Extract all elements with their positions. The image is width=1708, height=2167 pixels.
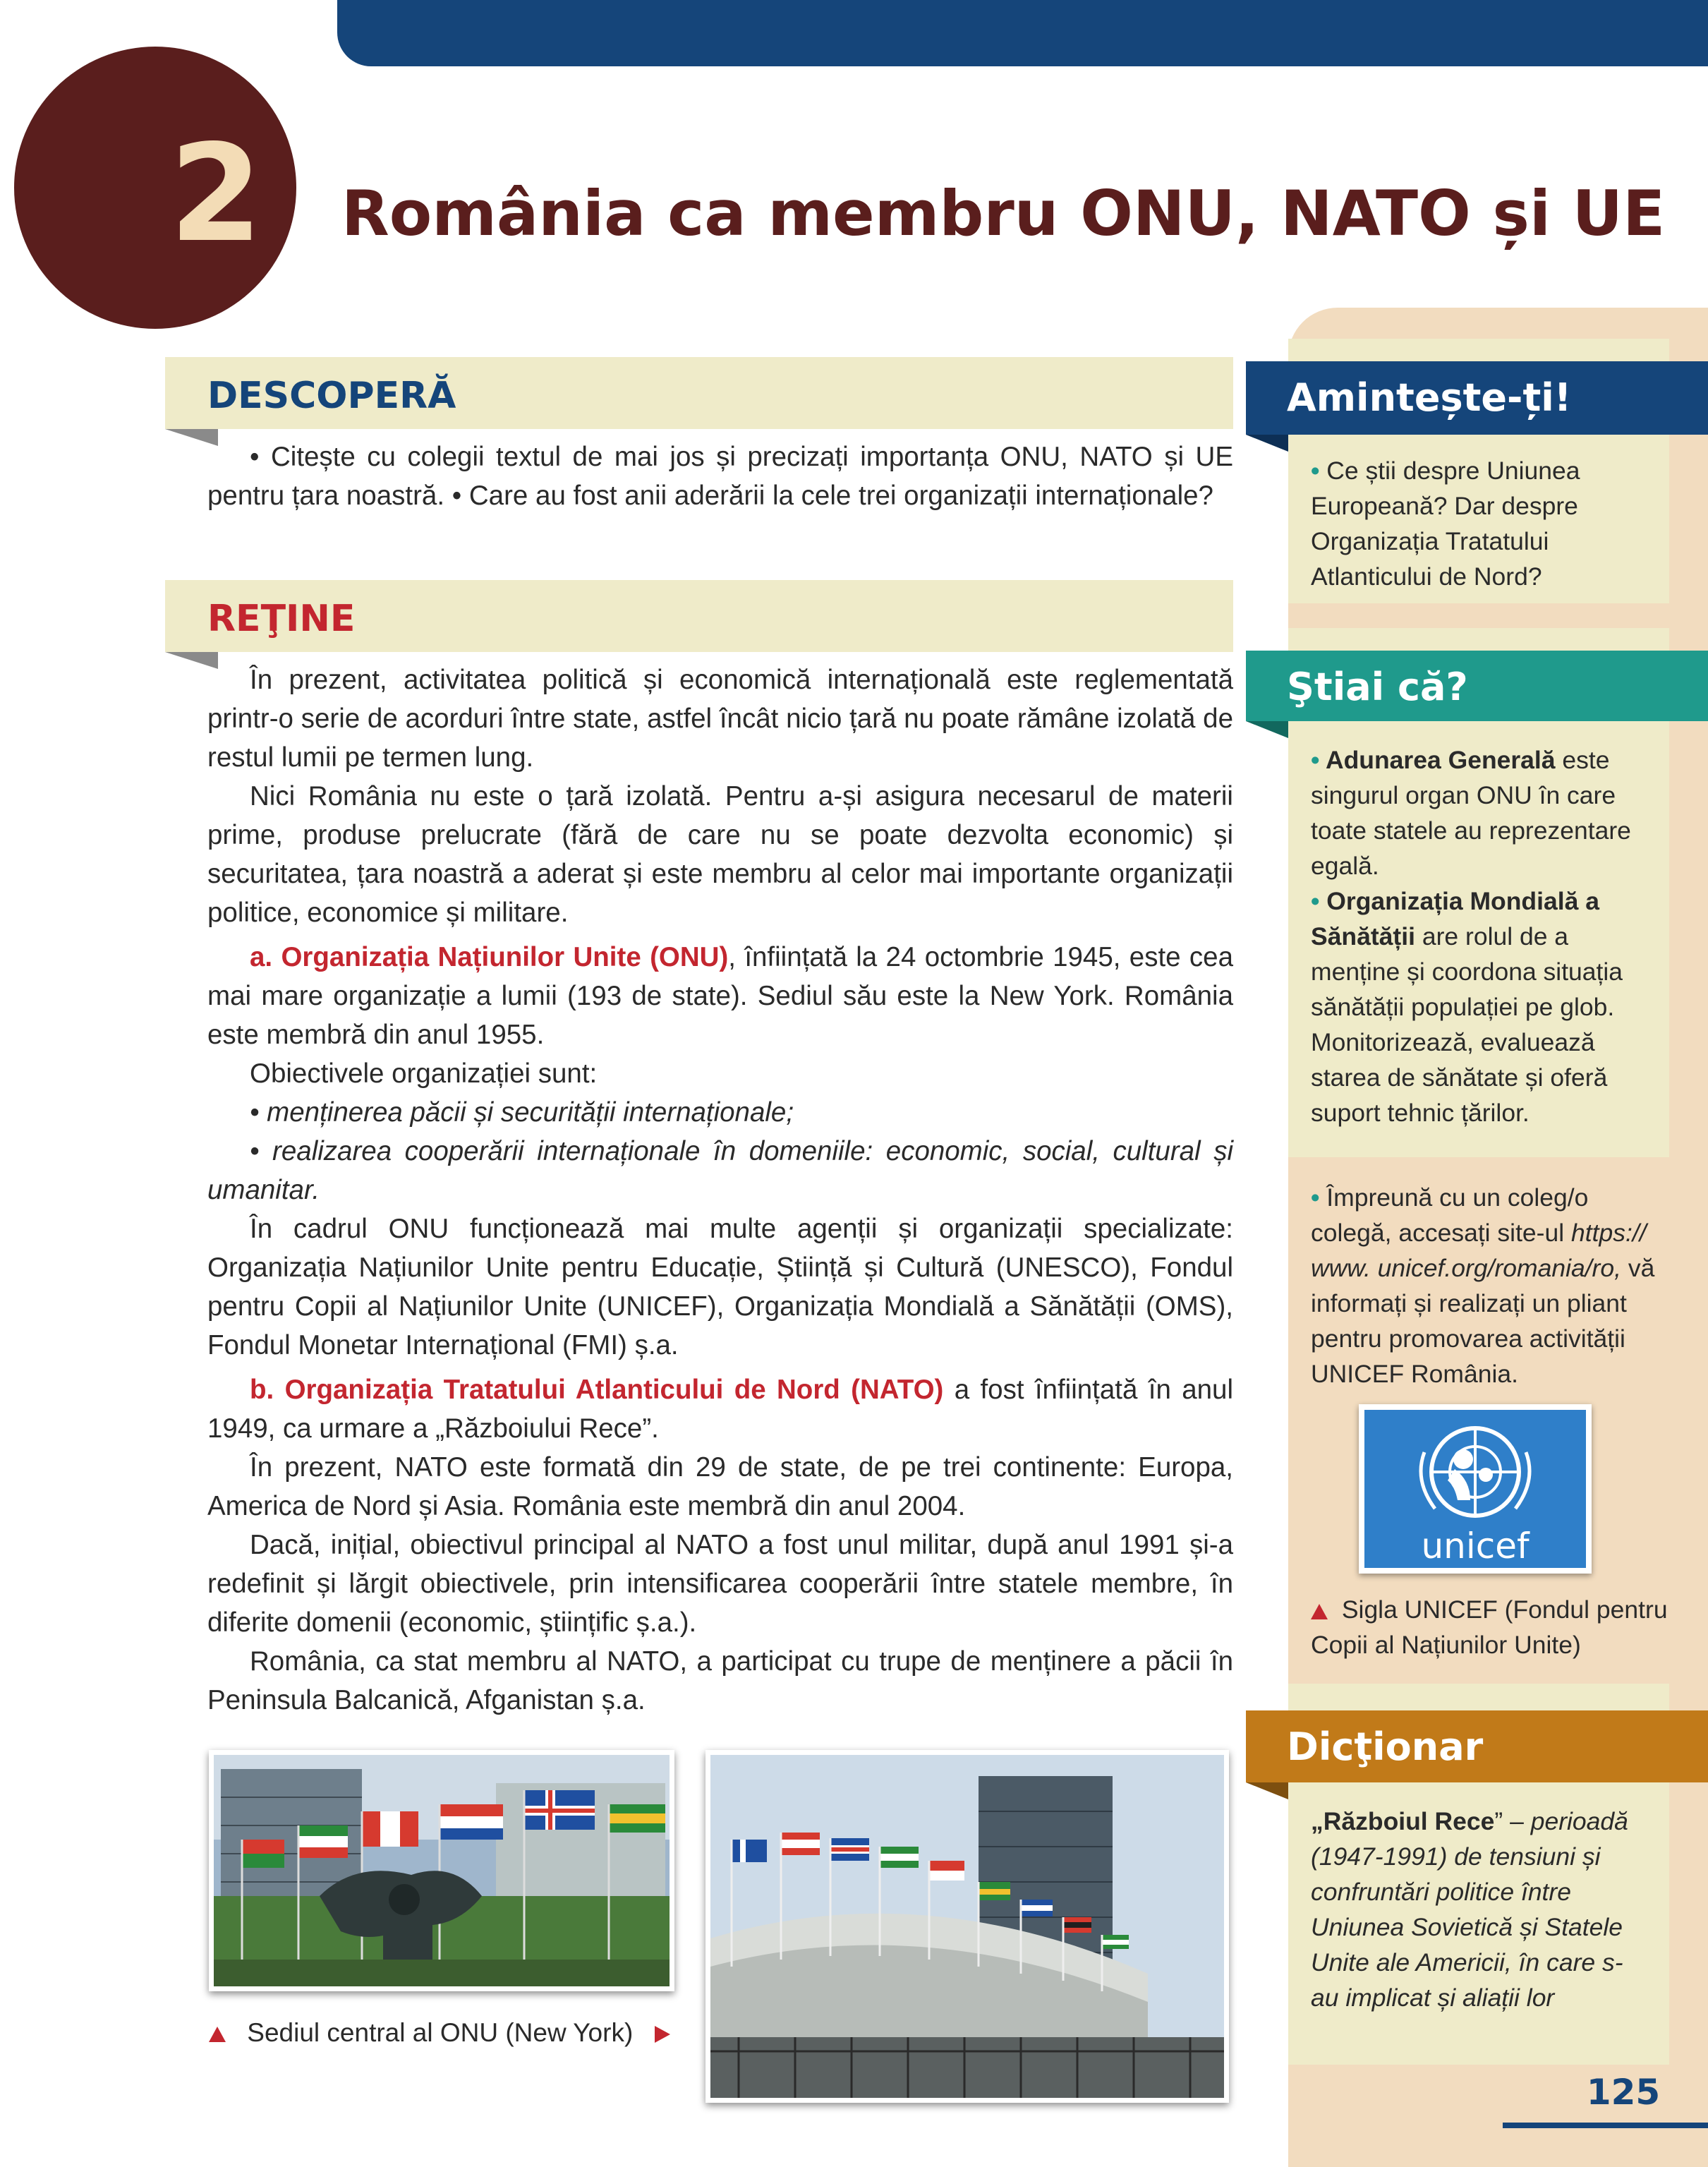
unicef-url[interactable]: https:// www. unicef.org/romania/ro, (1311, 1219, 1647, 1282)
onu-text: , înființată la 24 octombrie 1945, este cea mai mare organizație a lumii (193 de state). Sediul său este la New York. România este membră din anul 1955. (207, 942, 1233, 1050)
dictionar-fold (1246, 1782, 1288, 1799)
unicef-logo-text: unicef (1421, 1526, 1530, 1567)
bullet-icon: • (1311, 746, 1326, 774)
caption-triangle-up-icon (209, 2027, 226, 2042)
paragraph-romania: Nici România nu este o țară izolată. Pentru a-și asigura necesarul de materii prime, produse prelucrate (fără de care nu se poate dezvolta economic) și securitatea, țara noastră a aderat și este membru al celor mai importante organizații politice, economice și militare. (207, 781, 1233, 928)
paragraph-nato-objectives: Dacă, inițial, obiectivul principal al NATO a fost unul militar, după anul 1991 și-a redefinit și lărgit obiectivele, prin intensificarea cooperării între statele membre, în diferite domenii (economic, științific ș.a.). (207, 1530, 1233, 1638)
paragraph-intro: În prezent, activitatea politică și economică internațională este reglementată printr-o serie de acorduri între state, astfel încât nicio țară nu poate rămâne izolată de restul lumii pe termen lung. (207, 665, 1233, 773)
dictionar-header: Dicţionar (1246, 1710, 1708, 1782)
onu-label: a. Organizația Națiunilor Unite (ONU) (250, 942, 729, 972)
stiai-text (1311, 742, 1656, 1130)
top-banner (337, 0, 1708, 66)
caption-triangle-right-icon (655, 2026, 670, 2043)
bullet-icon: • (1311, 1183, 1327, 1212)
aminteste-question: Ce știi despre Uniunea Europeană? Dar despre Organizația Tratatului Atlanticului de Nord? (1311, 457, 1580, 591)
activity-text-after: vă informați și realizați un pliant pentru promovarea activității UNICEF România. (1311, 1254, 1655, 1388)
unicef-caption-text: Sigla UNICEF (Fondul pentru Copii al Națiunilor Unite) (1311, 1595, 1668, 1659)
stiai-fact: are rolul de a menține și coordona situația sănătății populației pe glob. Monitorizează, evaluează starea de sănătate și oferă suport tehnic țărilor. (1311, 922, 1623, 1127)
aminteste-text (1311, 453, 1635, 594)
dictionar-text (1311, 1804, 1635, 2015)
stiai-term: Adunarea Generală (1325, 746, 1556, 774)
stiai-fact: este singurul organ ONU în care toate statele au reprezentare egală. (1311, 746, 1631, 880)
descopera-heading: DESCOPERĂ (207, 375, 456, 417)
lesson-number: 2 (169, 116, 263, 272)
page-title: România ca membru ONU, NATO și UE (341, 177, 1666, 250)
caption-triangle-up-icon (1311, 1604, 1328, 1619)
paragraph-agencies: În cadrul ONU funcționează mai multe agenții și organizații specializate: Organizația Națiunilor Unite pentru Educație, Știință și Cultură (UNESCO), Fondul pentru Copii al Națiunilor Unite (UNICEF), Organizația Mondială a Sănătății (OMS), Fondul Monetar Internațional (FMI) ș.a. (207, 1214, 1233, 1360)
onu-sculpture-image (214, 1755, 670, 1986)
unicef-logo-image (1364, 1410, 1586, 1568)
onu-headquarters-image (710, 1755, 1224, 2098)
descopera-text: • Citește cu colegii textul de mai jos și precizați importanța ONU, NATO și UE pentru țara noastră. • Care au fost anii aderării la cele trei organizații internaționale? (207, 442, 1233, 511)
nato-text: a fost înființată în anul 1949, ca urmare a „Războiului Rece”. (207, 1375, 1233, 1444)
retine-heading: REŢINE (207, 598, 356, 640)
objective-item: • menținerea păcii și securității internaționale; (250, 1097, 794, 1128)
paragraph-onu (207, 938, 1233, 1054)
retine-body (207, 660, 1233, 1720)
activity-text-before: Împreună cu un coleg/o colegă, accesați site-ul (1311, 1183, 1589, 1247)
paragraph-nato-romania: România, ca stat membru al NATO, a participat cu trupe de menținere a păcii în Peninsula Balcanică, Afganistan ș.a. (207, 1646, 1233, 1715)
aminteste-header: Amintește-ți! (1246, 361, 1708, 435)
objective-item: • realizarea cooperării internaționale în domeniile: economic, social, cultural și umanitar. (207, 1136, 1233, 1205)
bullet-icon: • (1311, 457, 1327, 485)
photo-caption (209, 2015, 670, 2051)
stiai-term: Organizația Mondială a Sănătății (1311, 887, 1599, 950)
photo-onu-sculpture (209, 1750, 674, 1991)
stiai-fold (1246, 721, 1288, 738)
dictionar-term-end: ” – (1494, 1807, 1524, 1835)
nato-label: b. Organizația Tratatului Atlanticului de Nord (NATO) (250, 1375, 944, 1405)
paragraph-nato (207, 1370, 1233, 1448)
photo-onu-headquarters (705, 1750, 1229, 2103)
unicef-logo-frame (1359, 1404, 1592, 1574)
dictionar-term: „Războiul Rece (1311, 1807, 1495, 1835)
aminteste-fold (1246, 435, 1288, 452)
paragraph-nato-members: În prezent, NATO este formată din 29 de state, de pe trei continente: Europa, America de Nord și Asia. România este membră din anul 2004. (207, 1452, 1233, 1521)
bullet-icon: • (1311, 887, 1327, 915)
page-number: 125 (1586, 2072, 1661, 2113)
objectives-intro: Obiectivele organizației sunt: (250, 1058, 598, 1089)
activity-text (1311, 1180, 1656, 1392)
page-number-underline (1503, 2123, 1708, 2128)
photo-caption-text: Sediul central al ONU (New York) (247, 2018, 634, 2047)
unicef-caption (1311, 1592, 1678, 1662)
dictionar-definition: perioadă (1947-1991) de tensiuni și confruntări politice între Uniunea Sovietică și Statele Unite ale Americii, în care s-au implicat și aliații lor (1311, 1807, 1628, 2012)
stiai-header: Ştiai că? (1246, 651, 1708, 721)
